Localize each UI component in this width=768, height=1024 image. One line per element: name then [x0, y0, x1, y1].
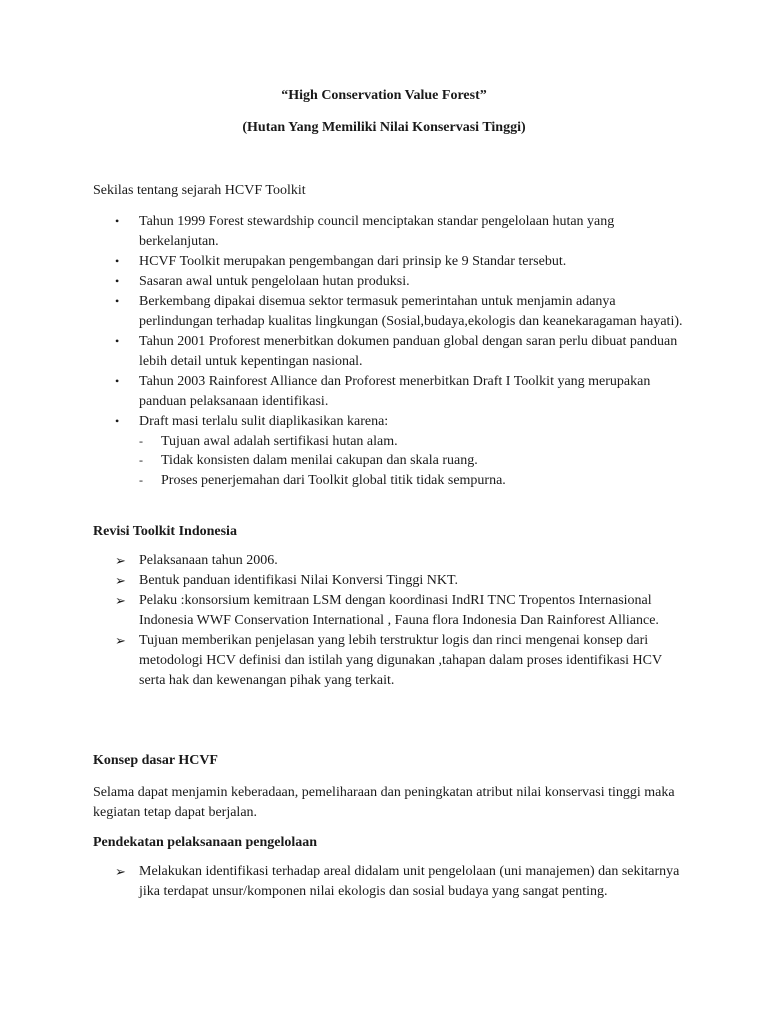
revisi-item-text: Pelaksanaan tahun 2006. [139, 553, 278, 568]
dash-icon: - [139, 473, 143, 488]
bullet-icon: • [115, 274, 120, 289]
bullet-icon: • [115, 294, 120, 309]
section-heading-pendekatan: Pendekatan pelaksanaan pengelolaan [93, 835, 318, 850]
document-title: “High Conservation Value Forest” [281, 88, 487, 103]
bullet-icon: • [115, 334, 120, 349]
draft-reasons-list [139, 432, 683, 491]
draft-reason-text: Tujuan awal adalah sertifikasi hutan alam. [161, 433, 398, 449]
history-item [93, 212, 683, 251]
history-item-text: Tahun 2003 Rainforest Alliance dan Proforest menerbitkan Draft I Toolkit yang merupakan panduan pelaksanaan identifikasi. [139, 374, 651, 409]
revisi-item [93, 591, 683, 630]
revisi-item-text: Pelaku :konsorsium kemitraan LSM dengan koordinasi IndRI TNC Tropentos Internasional Indonesia WWF Conservation International , Fauna flora Indonesia Dan Rainforest Alliance. [139, 593, 659, 629]
history-item [93, 412, 683, 491]
document-subtitle: (Hutan Yang Memiliki Nilai Konservasi Tinggi) [242, 120, 526, 135]
history-item [93, 372, 683, 411]
history-item [93, 332, 683, 371]
history-item [93, 292, 683, 331]
revisi-item [93, 551, 683, 571]
history-item-text: Sasaran awal untuk pengelolaan hutan produksi. [139, 274, 410, 290]
history-item [93, 252, 683, 272]
arrow-bullet-icon: ➢ [115, 573, 126, 589]
draft-reason-item [139, 451, 683, 471]
konsep-paragraph: Selama dapat menjamin keberadaan, pemeliharaan dan peningkatan atribut nilai konservasi tinggi maka kegiatan tetap dapat berjalan. [93, 785, 675, 820]
revisi-item [93, 631, 683, 690]
history-item-text: Tahun 1999 Forest stewardship council menciptakan standar pengelolaan hutan yang berkelanjutan. [139, 214, 615, 249]
revisi-item-text: Bentuk panduan identifikasi Nilai Konversi Tinggi NKT. [139, 573, 458, 589]
draft-reason-item [139, 432, 683, 452]
history-item-text: Tahun 2001 Proforest menerbitkan dokumen panduan global dengan saran perlu dibuat panduan lebih detail untuk kepentingan nasional. [139, 334, 678, 369]
revisi-item-text: Tujuan memberikan penjelasan yang lebih terstruktur logis dan rinci mengenai konsep dari metodologi HCV definisi dan istilah yang digunakan ,tahapan dalam proses identifikasi HCV serta hak dan kewenangan pihak yang terkait. [139, 633, 662, 688]
history-item [93, 272, 683, 292]
draft-reason-text: Tidak konsisten dalam menilai cakupan dan skala ruang. [161, 453, 478, 469]
bullet-icon: • [115, 414, 120, 429]
history-item-text: Berkembang dipakai disemua sektor termasuk pemerintahan untuk menjamin adanya perlindungan terhadap kualitas lingkungan (Sosial,budaya,ekologis dan keanekaragaman hayati). [139, 294, 683, 330]
section-heading-konsep: Konsep dasar HCVF [93, 753, 218, 768]
section-heading-revisi: Revisi Toolkit Indonesia [93, 524, 237, 539]
pendekatan-list-wrapper [93, 862, 683, 902]
draft-reason-text: Proses penerjemahan dari Toolkit global titik tidak sempurna. [161, 473, 506, 489]
history-list [93, 212, 683, 491]
dash-icon: - [139, 453, 143, 468]
bullet-icon: • [115, 374, 120, 389]
bullet-icon: • [115, 253, 120, 268]
pendekatan-list [93, 862, 683, 901]
revisi-item [93, 571, 683, 591]
intro-line: Sekilas tentang sejarah HCVF Toolkit [93, 183, 306, 198]
bullet-icon: • [115, 214, 120, 228]
history-item-text: HCVF Toolkit merupakan pengembangan dari prinsip ke 9 Standar tersebut. [139, 253, 567, 269]
revisi-list-wrapper [93, 551, 683, 691]
arrow-bullet-icon: ➢ [115, 633, 126, 649]
history-list-wrapper [93, 212, 683, 491]
dash-icon: - [139, 433, 143, 448]
history-item-text: Draft masi terlalu sulit diaplikasikan karena: [139, 414, 389, 430]
pendekatan-item [93, 862, 683, 901]
draft-reason-item [139, 471, 683, 491]
arrow-bullet-icon: ➢ [115, 864, 126, 879]
arrow-bullet-icon: ➢ [115, 553, 126, 568]
arrow-bullet-icon: ➢ [115, 593, 126, 609]
pendekatan-item-text: Melakukan identifikasi terhadap areal didalam unit pengelolaan (uni manajemen) dan sekitarnya jika terdapat unsur/komponen nilai ekologis dan sosial budaya yang sangat penting. [139, 864, 680, 899]
revisi-list [93, 551, 683, 690]
